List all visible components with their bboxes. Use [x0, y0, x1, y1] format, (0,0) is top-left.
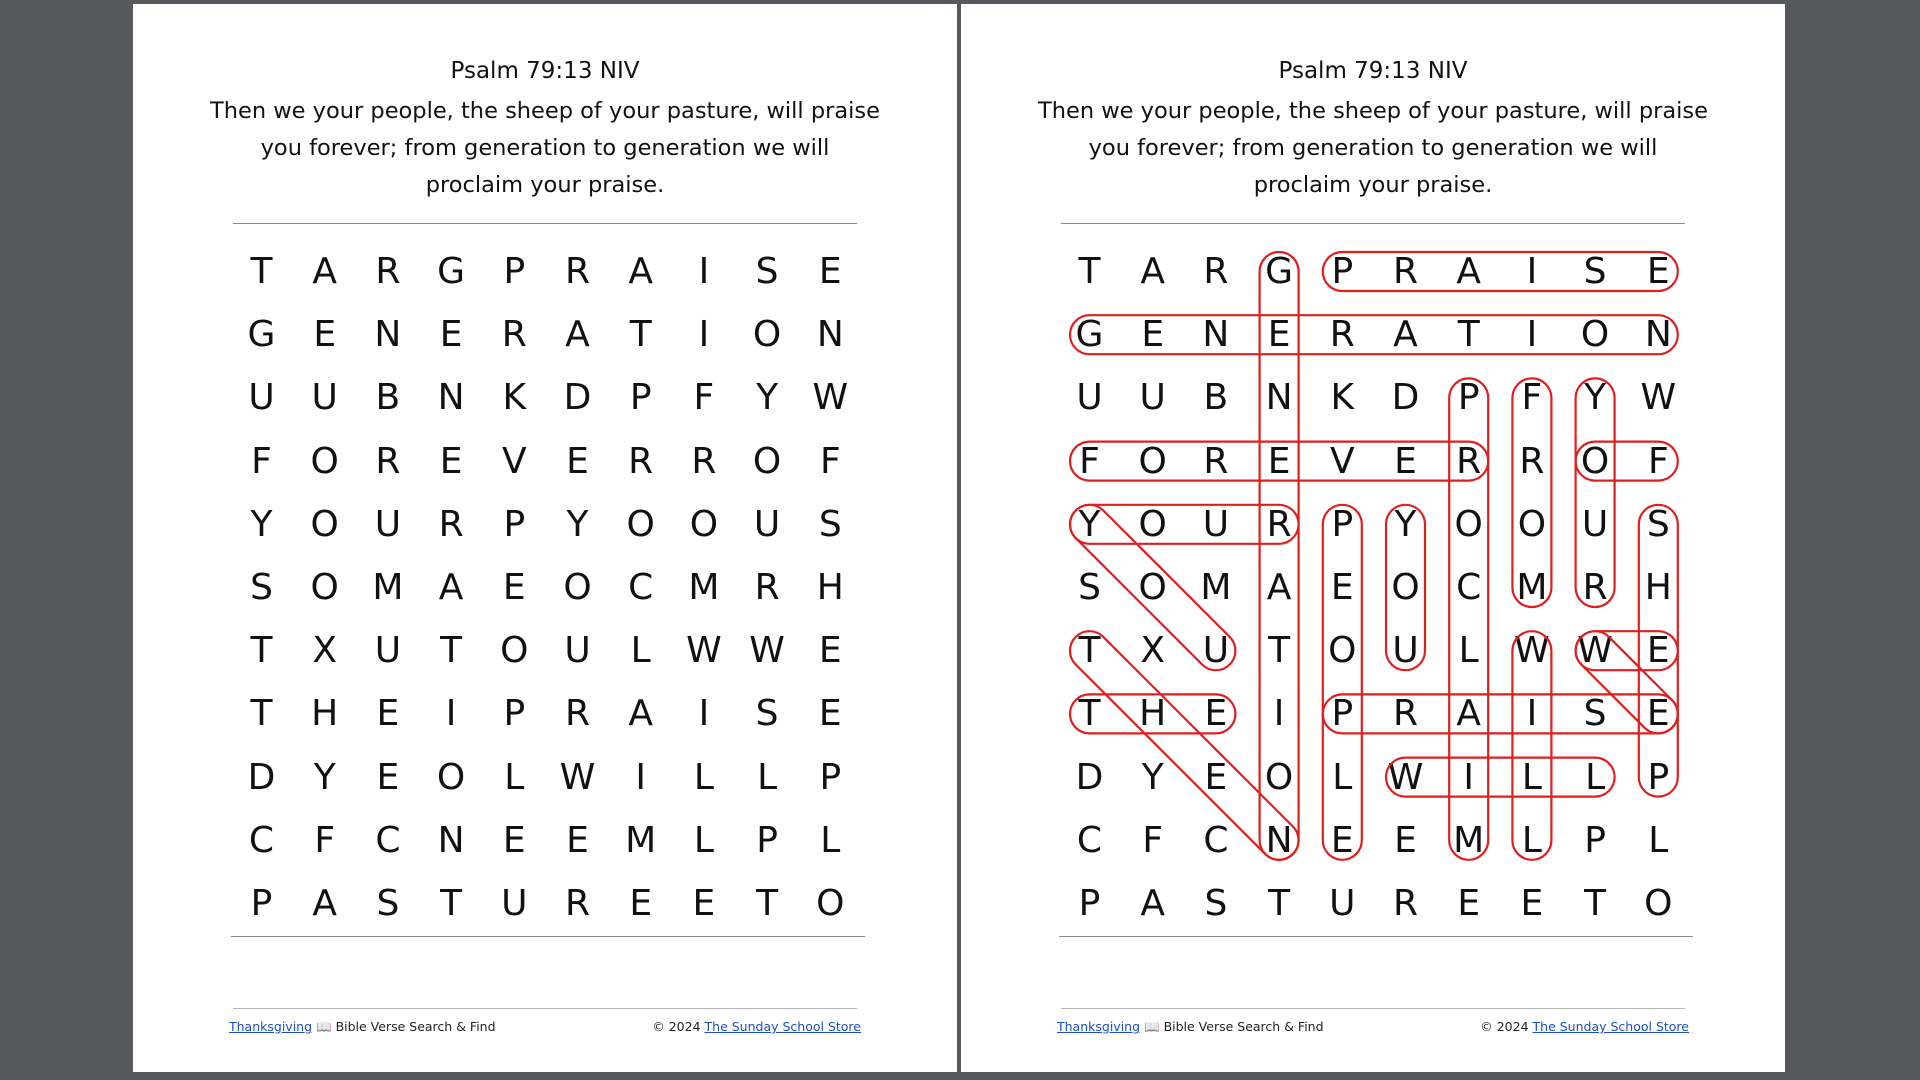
answer-overlay — [1058, 240, 1691, 872]
grid-letter: X — [312, 630, 338, 672]
grid-letter: T — [440, 630, 463, 672]
grid-letter: F — [1079, 440, 1100, 482]
grid-letter: W — [812, 377, 849, 419]
answer-highlight — [1576, 442, 1678, 481]
grid-letter: E — [818, 693, 842, 735]
verse-line: proclaim your praise. — [1253, 172, 1493, 198]
grid-letter: W — [1577, 630, 1613, 672]
grid-letter: T — [1078, 251, 1101, 292]
grid-letter: E — [439, 440, 463, 482]
worksheet-page — [133, 4, 957, 1072]
grid-letter: L — [1332, 756, 1353, 798]
grid-letter: A — [1266, 567, 1292, 608]
grid-letter: R — [564, 693, 590, 735]
grid-letter: O — [1264, 756, 1294, 798]
grid-letter: R — [1203, 251, 1229, 292]
grid-letter: Y — [313, 756, 336, 798]
grid-letter: I — [1526, 251, 1538, 292]
grid-letter: U — [374, 630, 402, 672]
grid-letter: U — [248, 377, 275, 419]
grid-letter: S — [755, 251, 779, 292]
grid-letter: F — [1521, 377, 1543, 419]
answer-highlight — [1070, 694, 1235, 733]
grid-letter: I — [1463, 756, 1474, 798]
grid-letter: Y — [1394, 503, 1417, 545]
grid-letter: C — [628, 567, 654, 608]
grid-letter: O — [310, 440, 339, 482]
grid-letter: T — [1584, 883, 1607, 924]
word-search-grid — [230, 240, 863, 924]
grid-letter: M — [1200, 567, 1232, 608]
grid-letter: D — [1075, 756, 1104, 798]
grid-letter: O — [1328, 630, 1357, 672]
grid-letter: L — [1521, 756, 1542, 798]
footer-left — [1057, 1019, 1324, 1035]
footer-right — [1480, 1019, 1689, 1034]
grid-letter: P — [629, 377, 652, 419]
grid-letter: L — [1648, 819, 1669, 861]
grid-letter: E — [1520, 883, 1544, 924]
grid-letter: Y — [250, 503, 273, 545]
grid-letter: S — [1646, 503, 1670, 545]
grid-letter: A — [1140, 883, 1165, 924]
grid-letter: L — [504, 756, 525, 798]
grid-letter: O — [626, 503, 655, 545]
verse-text — [961, 93, 1785, 204]
grid-letter: N — [1202, 314, 1230, 356]
grid-letter: A — [1393, 314, 1418, 356]
grid-letter: U — [374, 503, 402, 545]
grid-letter: L — [1521, 819, 1542, 861]
answer-highlight — [1568, 623, 1686, 741]
verse-line: you forever; from generation to generation we will — [1088, 135, 1658, 161]
grid-letter: R — [1392, 251, 1418, 292]
grid-letter: Y — [1078, 503, 1101, 545]
grid-letter: E — [1204, 756, 1228, 798]
grid-letter: F — [819, 440, 841, 482]
verse-line: proclaim your praise. — [425, 172, 665, 198]
grid-letter: U — [1076, 377, 1103, 419]
store-link[interactable]: The Sunday School Store — [704, 1019, 861, 1034]
grid-letter: F — [1142, 819, 1164, 861]
grid-letter: P — [1647, 756, 1670, 798]
grid-letter: O — [689, 503, 719, 545]
answer-key-page — [961, 4, 1785, 1072]
grid-letter: Y — [756, 377, 779, 419]
grid-letter: E — [313, 314, 337, 356]
grid-letter: U — [564, 630, 591, 672]
grid-letter: I — [1273, 693, 1285, 735]
answer-highlight — [1323, 252, 1678, 291]
grid-letter: O — [1644, 883, 1673, 924]
grid-letter: E — [818, 251, 842, 292]
grid-letter: P — [1331, 503, 1354, 545]
grid-letter: R — [1329, 314, 1355, 356]
grid-letter: N — [816, 314, 844, 356]
grid-letter: U — [1581, 503, 1609, 545]
grid-letter: R — [1203, 440, 1229, 482]
grid-letter: E — [566, 819, 589, 861]
grid-letter: K — [502, 377, 527, 419]
grid-letter: U — [1202, 503, 1230, 545]
grid-letter: E — [1646, 693, 1670, 735]
grid-letter: E — [1646, 251, 1670, 292]
grid-letter: A — [1456, 693, 1481, 735]
grid-letter: T — [1078, 630, 1101, 672]
footer-title: Bible Verse Search & Find — [1159, 1019, 1324, 1034]
grid-letter: W — [1387, 756, 1424, 798]
grid-letter: C — [248, 819, 275, 861]
answer-highlight — [1449, 378, 1488, 859]
grid-letter: C — [1456, 567, 1482, 608]
divider — [1059, 936, 1693, 937]
grid-letter: A — [565, 314, 590, 356]
grid-letter: P — [503, 503, 526, 545]
grid-letter: R — [1392, 883, 1418, 924]
grid-letter: W — [686, 630, 722, 672]
verse-line: you forever; from generation to generation we will — [260, 135, 830, 161]
grid-letter: M — [688, 567, 720, 608]
grid-letter: O — [752, 314, 782, 356]
grid-letter: U — [1139, 377, 1166, 419]
grid-letter: O — [816, 883, 845, 924]
grid-letter: F — [1647, 440, 1669, 482]
grid-letter: P — [756, 819, 778, 861]
grid-letter: N — [437, 377, 465, 419]
grid-letter: N — [374, 314, 402, 356]
grid-letter: S — [250, 567, 273, 608]
grid-letter: G — [1265, 251, 1294, 292]
grid-letter: H — [311, 693, 339, 735]
grid-letter: O — [752, 440, 782, 482]
grid-letter: T — [756, 883, 779, 924]
copyright: © 2024 — [652, 1019, 705, 1034]
grid-letter: R — [375, 440, 401, 482]
grid-letter: R — [1266, 503, 1292, 545]
grid-letter: I — [1526, 314, 1538, 356]
grid-letter: P — [1331, 251, 1354, 292]
grid-letter: T — [629, 314, 652, 356]
grid-letter: V — [501, 440, 527, 482]
grid-letter: A — [1140, 251, 1165, 292]
grid-letter: R — [1519, 440, 1545, 482]
grid-letter: U — [311, 377, 338, 419]
verse-reference: Psalm 79:13 NIV — [450, 58, 640, 84]
grid-letter: M — [1453, 819, 1485, 861]
grid-letter: I — [1526, 693, 1538, 735]
grid-letter: G — [247, 314, 276, 356]
grid-letter: S — [1204, 883, 1228, 924]
grid-letter: D — [247, 756, 276, 798]
grid-letter: A — [312, 251, 337, 292]
grid-letter: T — [1078, 693, 1101, 735]
grid-letter: G — [437, 251, 466, 292]
grid-letter: P — [1457, 377, 1480, 419]
answer-highlight — [1512, 378, 1551, 607]
grid-letter: L — [693, 819, 714, 861]
divider — [231, 936, 865, 937]
footer-right — [652, 1019, 861, 1034]
grid-letter: D — [1391, 377, 1420, 419]
grid-letter: S — [818, 503, 842, 545]
grid-letter: O — [1138, 440, 1167, 482]
grid-letter: O — [1580, 440, 1610, 482]
answer-highlight — [1323, 694, 1678, 733]
footer-divider — [233, 1008, 857, 1009]
verse-line: Then we your people, the sheep of your pasture, will praise — [210, 98, 880, 124]
grid-letter: E — [376, 693, 400, 735]
grid-letter: R — [754, 567, 780, 608]
grid-letter: A — [628, 251, 653, 292]
copyright: © 2024 — [1480, 1019, 1533, 1034]
grid-letter: H — [816, 567, 844, 608]
divider — [233, 223, 857, 224]
grid-letter: N — [1644, 314, 1672, 356]
grid-letter: A — [312, 883, 337, 924]
grid-letter: T — [1268, 883, 1291, 924]
grid-letter: T — [440, 883, 463, 924]
grid-letter: P — [1331, 693, 1354, 735]
store-link[interactable]: The Sunday School Store — [1532, 1019, 1689, 1034]
answer-highlight — [1323, 505, 1362, 860]
grid-letter: A — [1456, 251, 1481, 292]
grid-letter: G — [1075, 314, 1104, 356]
grid-letter: W — [559, 756, 596, 798]
grid-letter: E — [502, 819, 526, 861]
grid-letter: R — [1456, 440, 1482, 482]
grid-letter: E — [1394, 440, 1417, 482]
thanksgiving-link[interactable]: Thanksgiving — [229, 1019, 313, 1034]
grid-letter: O — [1391, 567, 1420, 608]
answer-highlight — [1576, 631, 1678, 670]
grid-letter: C — [375, 819, 401, 861]
answer-highlight — [1070, 442, 1488, 481]
grid-letter: S — [1583, 251, 1607, 292]
grid-letter: N — [1265, 819, 1293, 861]
grid-letter: P — [1078, 883, 1101, 924]
grid-letter: O — [500, 630, 529, 672]
grid-letter: O — [1517, 503, 1547, 545]
book-icon: 📖 — [316, 1019, 332, 1034]
answer-highlight — [1576, 378, 1615, 607]
divider — [1061, 223, 1685, 224]
grid-letter: N — [1265, 377, 1293, 419]
grid-letter: O — [1580, 314, 1610, 356]
grid-letter: M — [1516, 567, 1548, 608]
grid-letter: K — [1330, 377, 1355, 419]
grid-letter: E — [1330, 819, 1354, 861]
grid-letter: B — [375, 377, 401, 419]
grid-letter: R — [691, 440, 717, 482]
grid-letter: R — [564, 251, 590, 292]
grid-letter: R — [564, 883, 590, 924]
grid-letter: U — [501, 883, 528, 924]
answer-highlight — [1639, 505, 1678, 797]
grid-letter: I — [698, 693, 710, 735]
grid-letter: U — [1329, 883, 1356, 924]
grid-letter: L — [1585, 756, 1606, 798]
grid-letter: S — [1583, 693, 1607, 735]
grid-letter: N — [437, 819, 465, 861]
book-icon: 📖 — [1144, 1019, 1160, 1034]
answer-highlight — [1386, 505, 1425, 670]
verse-text — [133, 93, 957, 204]
grid-letter: R — [1392, 693, 1418, 735]
grid-letter: R — [438, 503, 464, 545]
grid-letter: F — [251, 440, 272, 482]
answer-highlight — [1062, 623, 1307, 868]
grid-letter: U — [1202, 630, 1230, 672]
grid-letter: W — [1514, 630, 1550, 672]
grid-letter: T — [1457, 314, 1480, 356]
grid-letter: P — [503, 251, 526, 292]
grid-letter: A — [628, 693, 653, 735]
grid-letter: I — [698, 314, 710, 356]
answer-highlight — [1260, 252, 1299, 860]
grid-letter: U — [753, 503, 781, 545]
grid-letter: M — [372, 567, 404, 608]
grid-letter: W — [749, 630, 785, 672]
grid-letter: T — [250, 251, 273, 292]
grid-letter: R — [375, 251, 401, 292]
grid-letter: L — [820, 819, 841, 861]
answer-highlight — [1512, 631, 1551, 860]
grid-letter: P — [250, 883, 273, 924]
grid-letter: S — [755, 693, 779, 735]
grid-letter: E — [629, 883, 653, 924]
grid-letter: C — [1203, 819, 1229, 861]
grid-letter: Y — [566, 503, 589, 545]
grid-letter: T — [250, 693, 273, 735]
grid-letter: E — [1204, 693, 1228, 735]
grid-letter: L — [630, 630, 651, 672]
grid-letter: Y — [1584, 377, 1607, 419]
grid-letter: P — [1584, 819, 1606, 861]
grid-letter: U — [1392, 630, 1419, 672]
footer-title: Bible Verse Search & Find — [331, 1019, 496, 1034]
grid-letter: O — [1454, 503, 1483, 545]
grid-letter: P — [503, 693, 526, 735]
grid-letter: C — [1076, 819, 1103, 861]
footer-divider — [1061, 1008, 1685, 1009]
grid-letter: A — [438, 567, 464, 608]
grid-letter: E — [439, 314, 463, 356]
grid-letter: E — [692, 883, 716, 924]
verse-line: Then we your people, the sheep of your pasture, will praise — [1038, 98, 1708, 124]
grid-letter: I — [698, 251, 710, 292]
grid-letter: E — [1394, 819, 1417, 861]
grid-letter: M — [625, 819, 657, 861]
grid-letter: I — [635, 756, 646, 798]
grid-letter: Y — [1141, 756, 1164, 798]
grid-letter: L — [1458, 630, 1479, 672]
grid-letter: E — [1646, 630, 1670, 672]
grid-letter: I — [445, 693, 457, 735]
thanksgiving-link[interactable]: Thanksgiving — [1057, 1019, 1141, 1034]
grid-letter: R — [1582, 567, 1608, 608]
answer-highlight — [1386, 758, 1615, 797]
grid-letter: E — [502, 567, 526, 608]
answer-highlight — [1070, 315, 1678, 354]
grid-letter: E — [1457, 883, 1481, 924]
grid-letter: L — [693, 756, 714, 798]
grid-letter: P — [819, 756, 842, 798]
footer-left — [229, 1019, 496, 1035]
grid-letter: E — [1330, 567, 1354, 608]
grid-letter: B — [1203, 377, 1229, 419]
grid-letter: W — [1640, 377, 1677, 419]
grid-letter: S — [376, 883, 400, 924]
grid-letter: E — [818, 630, 842, 672]
grid-letter: O — [436, 756, 466, 798]
grid-letter: T — [1268, 630, 1291, 672]
grid-letter: V — [1329, 440, 1355, 482]
grid-letter: T — [250, 630, 273, 672]
grid-letter: R — [501, 314, 527, 356]
grid-letter: L — [757, 756, 778, 798]
grid-letter: E — [376, 756, 400, 798]
grid-letter: F — [314, 819, 336, 861]
grid-letter: D — [563, 377, 592, 419]
grid-letter: O — [310, 503, 339, 545]
grid-letter: R — [628, 440, 654, 482]
grid-letter: H — [1139, 693, 1167, 735]
grid-letter: O — [563, 567, 592, 608]
grid-letter: H — [1644, 567, 1672, 608]
grid-letter: O — [1138, 567, 1167, 608]
grid-letter: E — [1267, 314, 1291, 356]
answer-highlight — [1062, 497, 1244, 679]
verse-reference: Psalm 79:13 NIV — [1278, 58, 1468, 84]
grid-letter: F — [693, 377, 715, 419]
grid-letter: O — [310, 567, 339, 608]
grid-letter: O — [1138, 503, 1167, 545]
grid-letter: E — [1267, 440, 1291, 482]
grid-letter: E — [566, 440, 589, 482]
grid-letter: X — [1140, 630, 1166, 672]
grid-letter: E — [1141, 314, 1165, 356]
grid-letter: S — [1078, 567, 1101, 608]
